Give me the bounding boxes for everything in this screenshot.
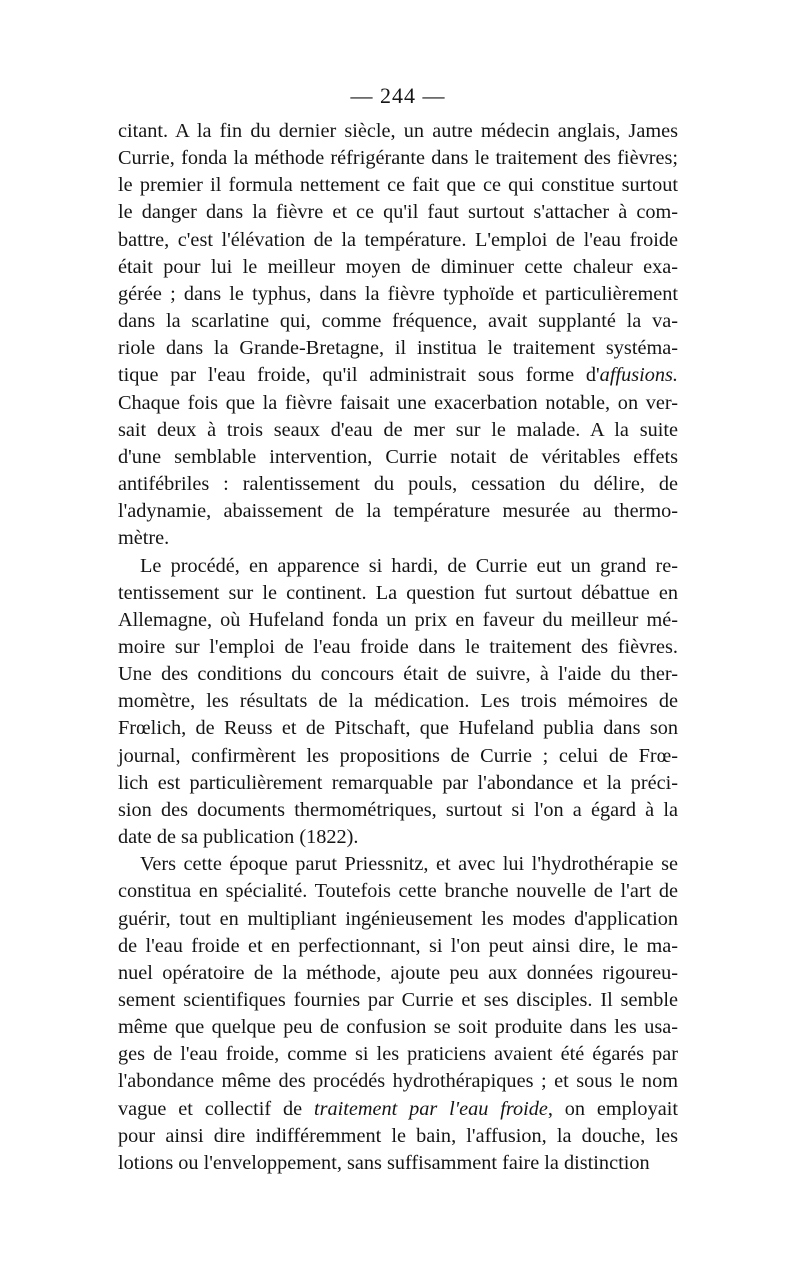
text-line: nuel opératoire de la méthode, ajoute peu aux données rigoureu- <box>118 961 678 984</box>
text-line: ges de l'eau froide, comme si les praticiens avaient été égarés par <box>118 1043 678 1066</box>
text-line: sement scientifiques fournies par Currie et ses disciples. Il semble <box>118 989 678 1011</box>
text-line: Currie, fonda la méthode réfrigérante dans le traitement des fièvres; <box>118 147 678 170</box>
text-line: le premier il formula nettement ce fait que ce qui constitue surtout <box>118 174 678 197</box>
text-line: Frœlich, de Reuss et de Pitschaft, que Hufeland publia dans son <box>118 717 678 740</box>
paragraph <box>118 553 678 852</box>
text-line: citant. A la fin du dernier siècle, un autre médecin anglais, James <box>118 120 678 142</box>
text-line: constitua en spécialité. Toutefois cette branche nouvelle de l'art de <box>118 880 678 903</box>
text-line: Une des conditions du concours était de suivre, à l'aide du ther- <box>118 663 678 686</box>
page-number: — 244 — <box>350 83 446 108</box>
text-line: de l'eau froide et en perfectionnant, si l'on peut ainsi dire, le ma- <box>118 934 678 957</box>
text-line: guérir, tout en multipliant ingénieusement les modes d'application <box>118 907 678 930</box>
text-line: vague et collectif de traitement par l'eau froide, on employait <box>118 1097 678 1120</box>
text-line: d'une semblable intervention, Currie notait de véritables effets <box>118 445 678 468</box>
paragraph <box>118 851 678 1177</box>
text-line: le danger dans la fièvre et ce qu'il faut surtout s'attacher à com- <box>118 201 678 224</box>
text-line: antifébriles : ralentissement du pouls, cessation du délire, de <box>118 473 678 496</box>
text-line: l'abondance même des procédés hydrothérapiques ; et sous le nom <box>118 1070 678 1093</box>
text-line: Chaque fois que la fièvre faisait une exacerbation notable, on ver- <box>118 391 678 414</box>
text-line: battre, c'est l'élévation de la température. L'emploi de l'eau froide <box>118 228 678 251</box>
text-line: tique par l'eau froide, qu'il administrait sous forme d'affusions. <box>118 364 678 387</box>
text-line: date de sa publication (1822). <box>118 826 359 849</box>
text-line: lich est particulièrement remarquable par l'abondance et la préci- <box>118 771 678 794</box>
text-line: tentissement sur le continent. La question fut surtout débattue en <box>118 581 678 604</box>
text-line: était pour lui le meilleur moyen de diminuer cette chaleur exa- <box>118 255 678 278</box>
text-line: lotions ou l'enveloppement, sans suffisamment faire la distinction <box>118 1151 650 1174</box>
text-line: momètre, les résultats de la médication. Les trois mémoires de <box>118 690 678 713</box>
text-line: Le procédé, en apparence si hardi, de Currie eut un grand re- <box>140 554 678 577</box>
text-line: même que quelque peu de confusion se soit produite dans les usa- <box>118 1016 678 1039</box>
text-line: Vers cette époque parut Priessnitz, et avec lui l'hydrothérapie se <box>140 853 678 876</box>
text-line: Allemagne, où Hufeland fonda un prix en faveur du meilleur mé- <box>118 608 678 631</box>
paragraph <box>118 118 678 553</box>
text-line: pour ainsi dire indifféremment le bain, l'affusion, la douche, les <box>118 1124 678 1147</box>
text-line: gérée ; dans le typhus, dans la fièvre typhoïde et particulièrement <box>118 282 678 305</box>
text-line: moire sur l'emploi de l'eau froide dans le traitement des fièvres. <box>118 635 678 658</box>
book-page <box>118 82 678 1177</box>
text-line: l'adynamie, abaissement de la température mesurée au thermo- <box>118 500 678 523</box>
text-line: sait deux à trois seaux d'eau de mer sur le malade. A la suite <box>118 418 678 441</box>
page-body <box>118 118 678 1177</box>
text-line: mètre. <box>118 527 170 550</box>
text-line: journal, confirmèrent les propositions de Currie ; celui de Frœ- <box>118 744 678 767</box>
text-line: dans la scarlatine qui, comme fréquence, avait supplanté la va- <box>118 310 678 333</box>
text-line: sion des documents thermométriques, surtout si l'on a égard à la <box>118 798 678 821</box>
text-line: riole dans la Grande-Bretagne, il institua le traitement systéma- <box>118 337 678 360</box>
